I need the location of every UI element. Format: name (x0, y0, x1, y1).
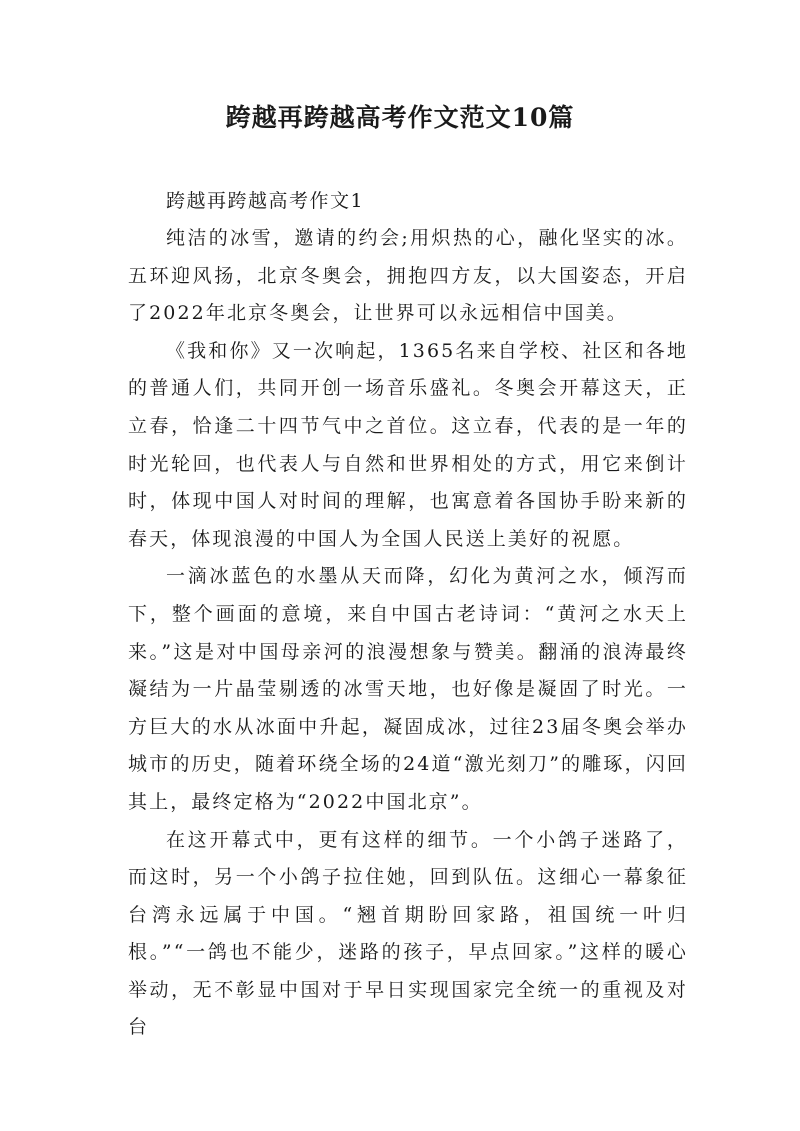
paragraph-1: 纯洁的冰雪，邀请的约会;用炽热的心，融化坚实的冰。五环迎风扬，北京冬奥会，拥抱四方友，以大国姿态，开启了2022年北京冬奥会，让世界可以永远相信中国美。 (128, 227, 688, 325)
paragraph-3: 一滴冰蓝色的水墨从天而降，幻化为黄河之水，倾泻而下，整个画面的意境，来自中国古老诗词：“黄河之水天上来。”这是对中国母亲河的浪漫想象与赞美。翻涌的浪涛最终凝结为一片晶莹剔透的冰雪天地，也好像是凝固了时光。一方巨大的水从冰面中升起，凝固成冰，过往23届冬奥会举办城市的历史，随着环绕全场的24道“激光刻刀”的雕琢，闪回其上，最终定格为“2022中国北京”。 (128, 565, 688, 813)
document-title: 跨越再跨越高考作文范文10篇 (225, 103, 575, 132)
document-body (128, 182, 688, 1047)
paragraph-4: 在这开幕式中，更有这样的细节。一个小鸽子迷路了，而这时，另一个小鸽子拉住她，回到队伍。这细心一幕象征台湾永远属于中国。“翘首期盼回家路，祖国统一叶归根。”“一鸽也不能少，迷路的孩子，早点回家。”这样的暖心举动，无不彰显中国对于早日实现国家完全统一的重视及对台 (128, 828, 688, 1039)
section-heading: 跨越再跨越高考作文1 (166, 190, 365, 212)
paragraph-2: 《我和你》又一次响起，1365名来自学校、社区和各地的普通人们，共同开创一场音乐盛礼。冬奥会开幕这天，正立春，恰逢二十四节气中之首位。这立春，代表的是一年的时光轮回，也代表人与自然和世界相处的方式，用它来倒计时，体现中国人对时间的理解，也寓意着各国协手盼来新的春天，体现浪漫的中国人为全国人民送上美好的祝愿。 (128, 339, 688, 550)
